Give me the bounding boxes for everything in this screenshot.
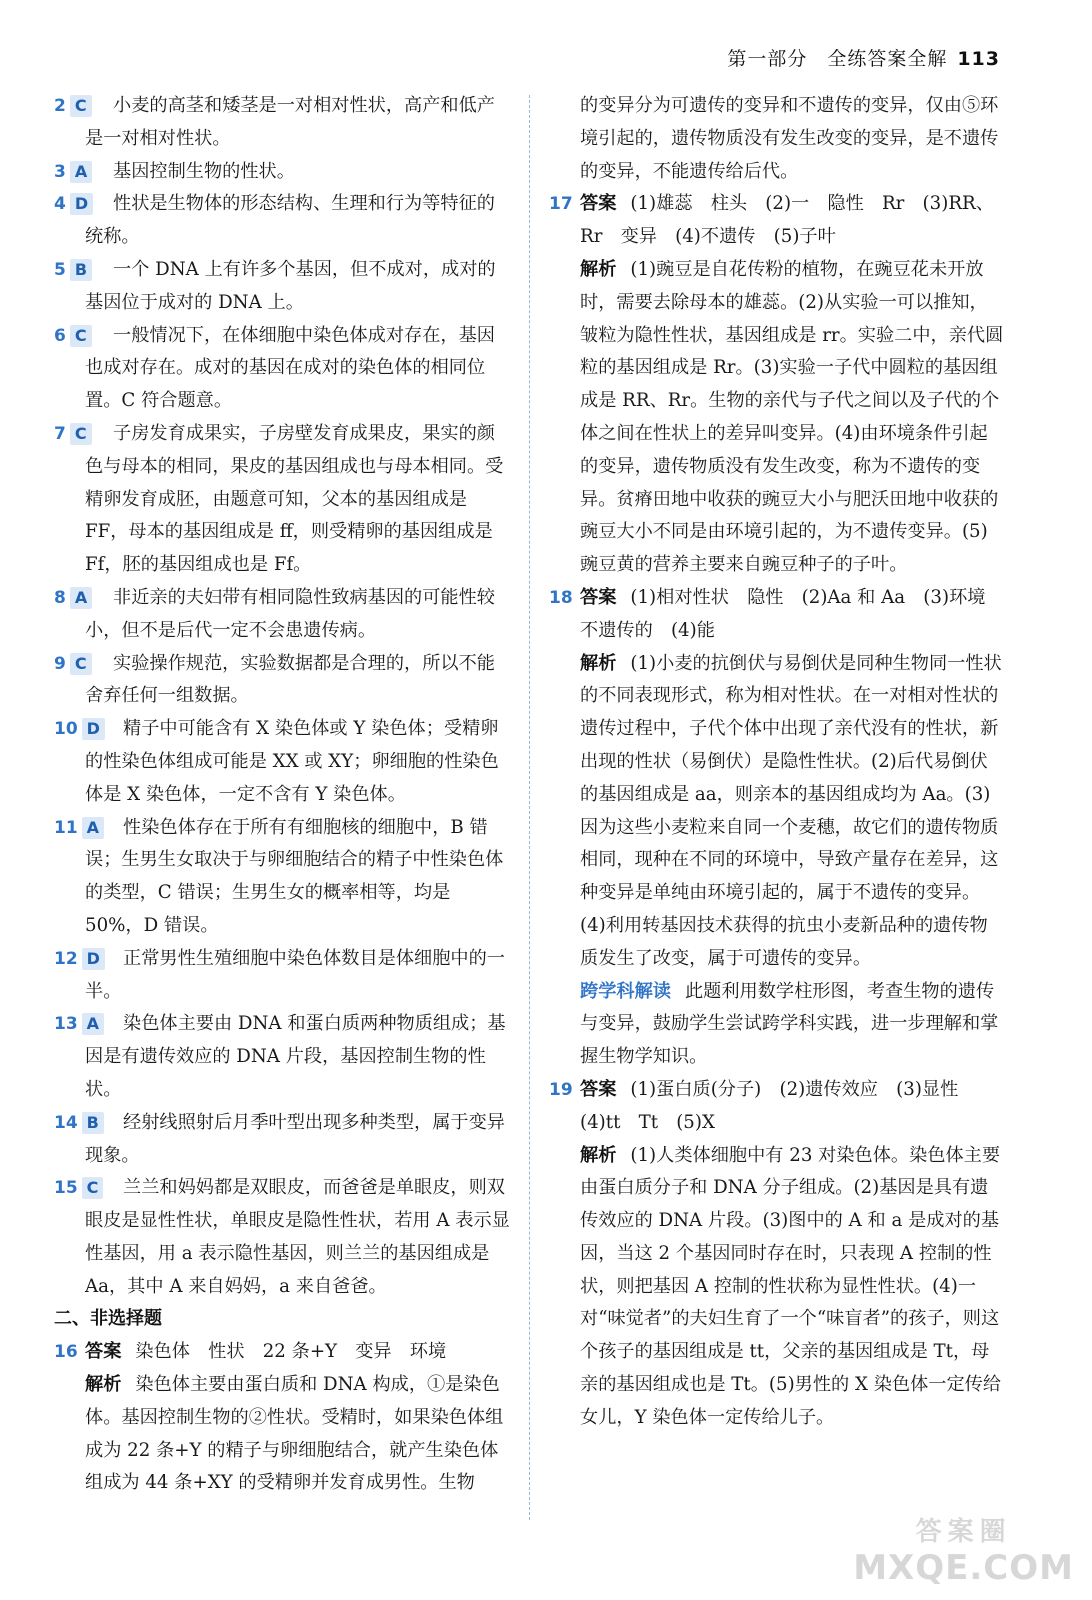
answer-badge: B <box>82 1112 104 1134</box>
question-number <box>54 418 92 451</box>
question-number-text: 11 <box>54 817 78 838</box>
question-16-analysis-continued: 的变异分为可遗传的变异和不遗传的变异，仅由⑤环境引起的，遗传物质没有发生改变的变异，是不遗传的变异，不能遗传给后代。 <box>580 95 999 182</box>
page-header <box>727 44 1000 71</box>
question-19-analysis <box>549 1140 1004 1435</box>
choice-answer-item <box>54 188 512 254</box>
explanation-text: 基因控制生物的性状。 <box>113 160 295 182</box>
answer-label: 答案 <box>580 193 617 215</box>
question-17-analysis <box>549 254 1004 582</box>
cross-subject-label: 跨学科解读 <box>580 980 671 1002</box>
analysis-text: (1)小麦的抗倒伏与易倒伏是同种生物同一性状的不同表现形式，称为相对性状。在一对相对性状的遗传过程中，子代个体中出现了亲代没有的性状，新出现的性状（易倒伏）是隐性性状。(2)后代易倒伏的基因组成是 aa，则亲本的基因组成均为 Aa。(3)因为这些小麦粒来自同一个麦穗，故它们的遗传物质相同，现种在不同的环境中，导致产量存在差异，这种变异是单纯由环境引起的，属于不遗传的变异。(4)利用转基因技术获得的抗虫小麦新品种的遗传物质发生了改变，属于可遗传的变异。 <box>580 652 1002 969</box>
question-number <box>54 812 104 845</box>
question-number-text: 10 <box>54 719 78 740</box>
question-number <box>54 713 105 746</box>
question-16-analysis <box>54 1369 512 1500</box>
question-number <box>54 1107 104 1140</box>
explanation-text: 实验操作规范，实验数据都是合理的，所以不能舍弃任何一组数据。 <box>85 652 495 707</box>
explanation-text: 子房发育成果实，子房壁发育成果皮，果实的颜色与母本的相同，果皮的基因组成也与母本相同。受精卵发育成胚，由题意可知，父本的基因组成是 FF，母本的基因组成是 ff，则受精卵的基因组成是 Ff，胚的基因组成也是 Ff。 <box>85 422 504 576</box>
question-number <box>54 254 92 287</box>
question-18-analysis <box>549 648 1004 976</box>
choice-answer-list <box>54 90 512 1303</box>
question-18-cross-subject <box>549 976 1004 1074</box>
answer-badge: D <box>82 718 105 740</box>
analysis-text: (1)豌豆是自花传粉的植物，在豌豆花未开放时，需要去除母本的雄蕊。(2)从实验一可以推知，皱粒为隐性性状，基因组成是 rr。实验二中，亲代圆粒的基因组成是 Rr。(3)实验一子代中圆粒的基因组成是 RR、Rr。生物的亲代与子代之间以及子代的个体之间在性状上的差异叫变异。(4)由环境条件引起的变异，遗传物质没有发生改变，称为不遗传的变异。贫瘠田地中收获的豌豆大小与肥沃田地中收获的豌豆大小不同是由环境引起的，为不遗传变异。(5)豌豆黄的营养主要来自豌豆种子的子叶。 <box>580 258 1004 576</box>
explanation-text: 小麦的高茎和矮茎是一对相对性状，高产和低产是一对相对性状。 <box>85 95 495 149</box>
answer-badge: D <box>70 193 93 215</box>
choice-answer-item <box>54 418 512 582</box>
explanation-text: 精子中可能含有 X 染色体或 Y 染色体；受精卵的性染色体组成可能是 XX 或 XY；卵细胞的性染色体是 X 染色体，一定不含有 Y 染色体。 <box>85 718 499 805</box>
answer-badge: A <box>82 1013 104 1035</box>
question-number-text: 4 <box>54 194 66 215</box>
choice-answer-item <box>54 254 512 320</box>
explanation-text: 兰兰和妈妈都是双眼皮，而爸爸是单眼皮，则双眼皮是显性性状，单眼皮是隐性性状，若用 A 表示显性基因，用 a 表示隐性基因，则兰兰的基因组成是 Aa，其中 A 来自妈妈，a 来自爸爸。 <box>85 1177 510 1297</box>
choice-answer-item <box>54 648 512 714</box>
choice-answer-item <box>54 812 512 943</box>
choice-answer-item <box>54 713 512 811</box>
column-divider <box>529 95 530 1520</box>
question-18 <box>549 582 1004 648</box>
choice-answer-item <box>54 320 512 418</box>
question-number: 16 <box>54 1342 78 1363</box>
choice-answer-item <box>54 582 512 648</box>
question-16 <box>54 1336 512 1369</box>
section-heading: 二、非选择题 <box>54 1308 162 1330</box>
section-title: 第一部分 全练答案全解 <box>727 48 948 70</box>
answer-text: (1)雄蕊 柱头 (2)一 隐性 Rr (3)RR、Rr 变异 (4)不遗传 (5)子叶 <box>580 193 994 248</box>
question-number-text: 2 <box>54 96 66 116</box>
analysis-label: 解析 <box>85 1374 122 1396</box>
analysis-label: 解析 <box>580 652 617 674</box>
choice-answer-item <box>54 1107 512 1173</box>
answer-text: 染色体 性状 22 条+Y 变异 环境 <box>135 1341 447 1363</box>
answer-label: 答案 <box>580 586 617 608</box>
answer-badge: A <box>70 587 92 609</box>
question-number-text: 5 <box>54 259 66 280</box>
explanation-text: 性染色体存在于所有有细胞核的细胞中，B 错误；生男生女取决于与卵细胞结合的精子中性染色体的类型，C 错误；生男生女的概率相等，均是 50%，D 错误。 <box>85 816 504 936</box>
answer-badge: C <box>82 1177 104 1199</box>
question-number-text: 3 <box>54 161 66 182</box>
question-number-text: 7 <box>54 423 66 444</box>
explanation-text: 经射线照射后月季叶型出现多种类型，属于变异现象。 <box>85 1111 505 1166</box>
explanation-text: 非近亲的夫妇带有相同隐性致病基因的可能性较小，但不是后代一定不会患遗传病。 <box>85 586 495 641</box>
watermark-logo-text: 答案圈 <box>915 1517 1012 1547</box>
answer-text: (1)蛋白质(分子) (2)遗传效应 (3)显性 (4)tt Tt (5)X <box>580 1078 977 1133</box>
question-number <box>54 648 92 681</box>
choice-answer-item <box>54 156 512 189</box>
choice-answer-item <box>54 90 512 156</box>
answer-badge: C <box>70 325 92 347</box>
answer-label: 答案 <box>85 1341 122 1363</box>
question-number <box>54 1172 103 1205</box>
question-number: 18 <box>549 587 573 608</box>
answer-badge: D <box>82 948 105 970</box>
question-number <box>54 943 105 976</box>
question-number <box>54 1008 104 1041</box>
analysis-text: 染色体主要由蛋白质和 DNA 构成，①是染色体。基因控制生物的②性状。受精时，如果染色体组成为 22 条+Y 的精子与卵细胞结合，就产生染色体组成为 44 条+XY 的受精卵并发育成男性。生物 <box>85 1374 504 1494</box>
question-number <box>54 90 92 123</box>
answer-badge: C <box>70 423 92 445</box>
question-number-text: 13 <box>54 1014 78 1035</box>
question-number-text: 6 <box>54 325 66 346</box>
choice-answer-item <box>54 943 512 1009</box>
question-number <box>54 188 93 221</box>
question-number: 19 <box>549 1079 573 1100</box>
choice-answer-item <box>54 1172 512 1303</box>
cross-subject-text: 此题利用数学柱形图，考查生物的遗传与变异，鼓励学生尝试跨学科实践，进一步理解和掌握生物学知识。 <box>580 980 999 1068</box>
explanation-text: 一般情况下，在体细胞中染色体成对存在，基因也成对存在。成对的基因在成对的染色体的相同位置。C 符合题意。 <box>85 324 495 412</box>
analysis-text: (1)人类体细胞中有 23 对染色体。染色体主要由蛋白质分子和 DNA 分子组成。(2)基因是具有遗传效应的 DNA 片段。(3)图中的 A 和 a 是成对的基因，当这 2 个基因同时存在时，只表现 A 控制的性状，则把基因 A 控制的性状称为显性性状。(4)一对“味觉者”的夫妇生育了一个“味盲者”的孩子，则这个孩子的基因组成是 tt，父亲的基因组成是 Tt，母亲的基因组成也是 Tt。(5)男性的 X 染色体一定传给女儿，Y 染色体一定传给儿子。 <box>580 1144 1002 1428</box>
question-number-text: 12 <box>54 948 78 969</box>
explanation-text: 一个 DNA 上有许多个基因，但不成对，成对的基因位于成对的 DNA 上。 <box>85 258 496 313</box>
explanation-text: 性状是生物体的形态结构、生理和行为等特征的统称。 <box>85 193 495 248</box>
analysis-label: 解析 <box>580 258 617 280</box>
answer-badge: C <box>70 95 92 117</box>
explanation-text: 染色体主要由 DNA 和蛋白质两种物质组成；基因是有遗传效应的 DNA 片段，基因控制生物的性状。 <box>85 1013 506 1100</box>
question-number-text: 14 <box>54 1112 78 1133</box>
answer-label: 答案 <box>580 1078 617 1100</box>
question-number <box>54 156 92 189</box>
answer-badge: B <box>70 259 92 281</box>
choice-answer-item <box>54 1008 512 1106</box>
question-number-text: 9 <box>54 653 66 674</box>
question-number: 17 <box>549 194 573 215</box>
question-number-text: 15 <box>54 1178 78 1199</box>
answer-text: (1)相对性状 隐性 (2)Aa 和 Aa (3)环境 不遗传的 (4)能 <box>580 586 1004 641</box>
question-17 <box>549 188 1004 254</box>
right-column <box>549 90 1004 1435</box>
left-column <box>54 90 512 1500</box>
explanation-text: 正常男性生殖细胞中染色体数目是体细胞中的一半。 <box>85 947 505 1002</box>
question-19 <box>549 1074 1004 1140</box>
question-number <box>54 582 92 615</box>
answer-badge: C <box>70 653 92 675</box>
answer-badge: A <box>70 161 92 183</box>
watermark-url: MXQE.COM <box>853 1548 1074 1588</box>
site-watermark <box>853 1511 1074 1588</box>
page-number: 113 <box>957 48 1000 70</box>
answer-badge: A <box>82 817 104 839</box>
question-number-text: 8 <box>54 587 66 608</box>
analysis-label: 解析 <box>580 1144 617 1166</box>
question-number <box>54 320 92 353</box>
